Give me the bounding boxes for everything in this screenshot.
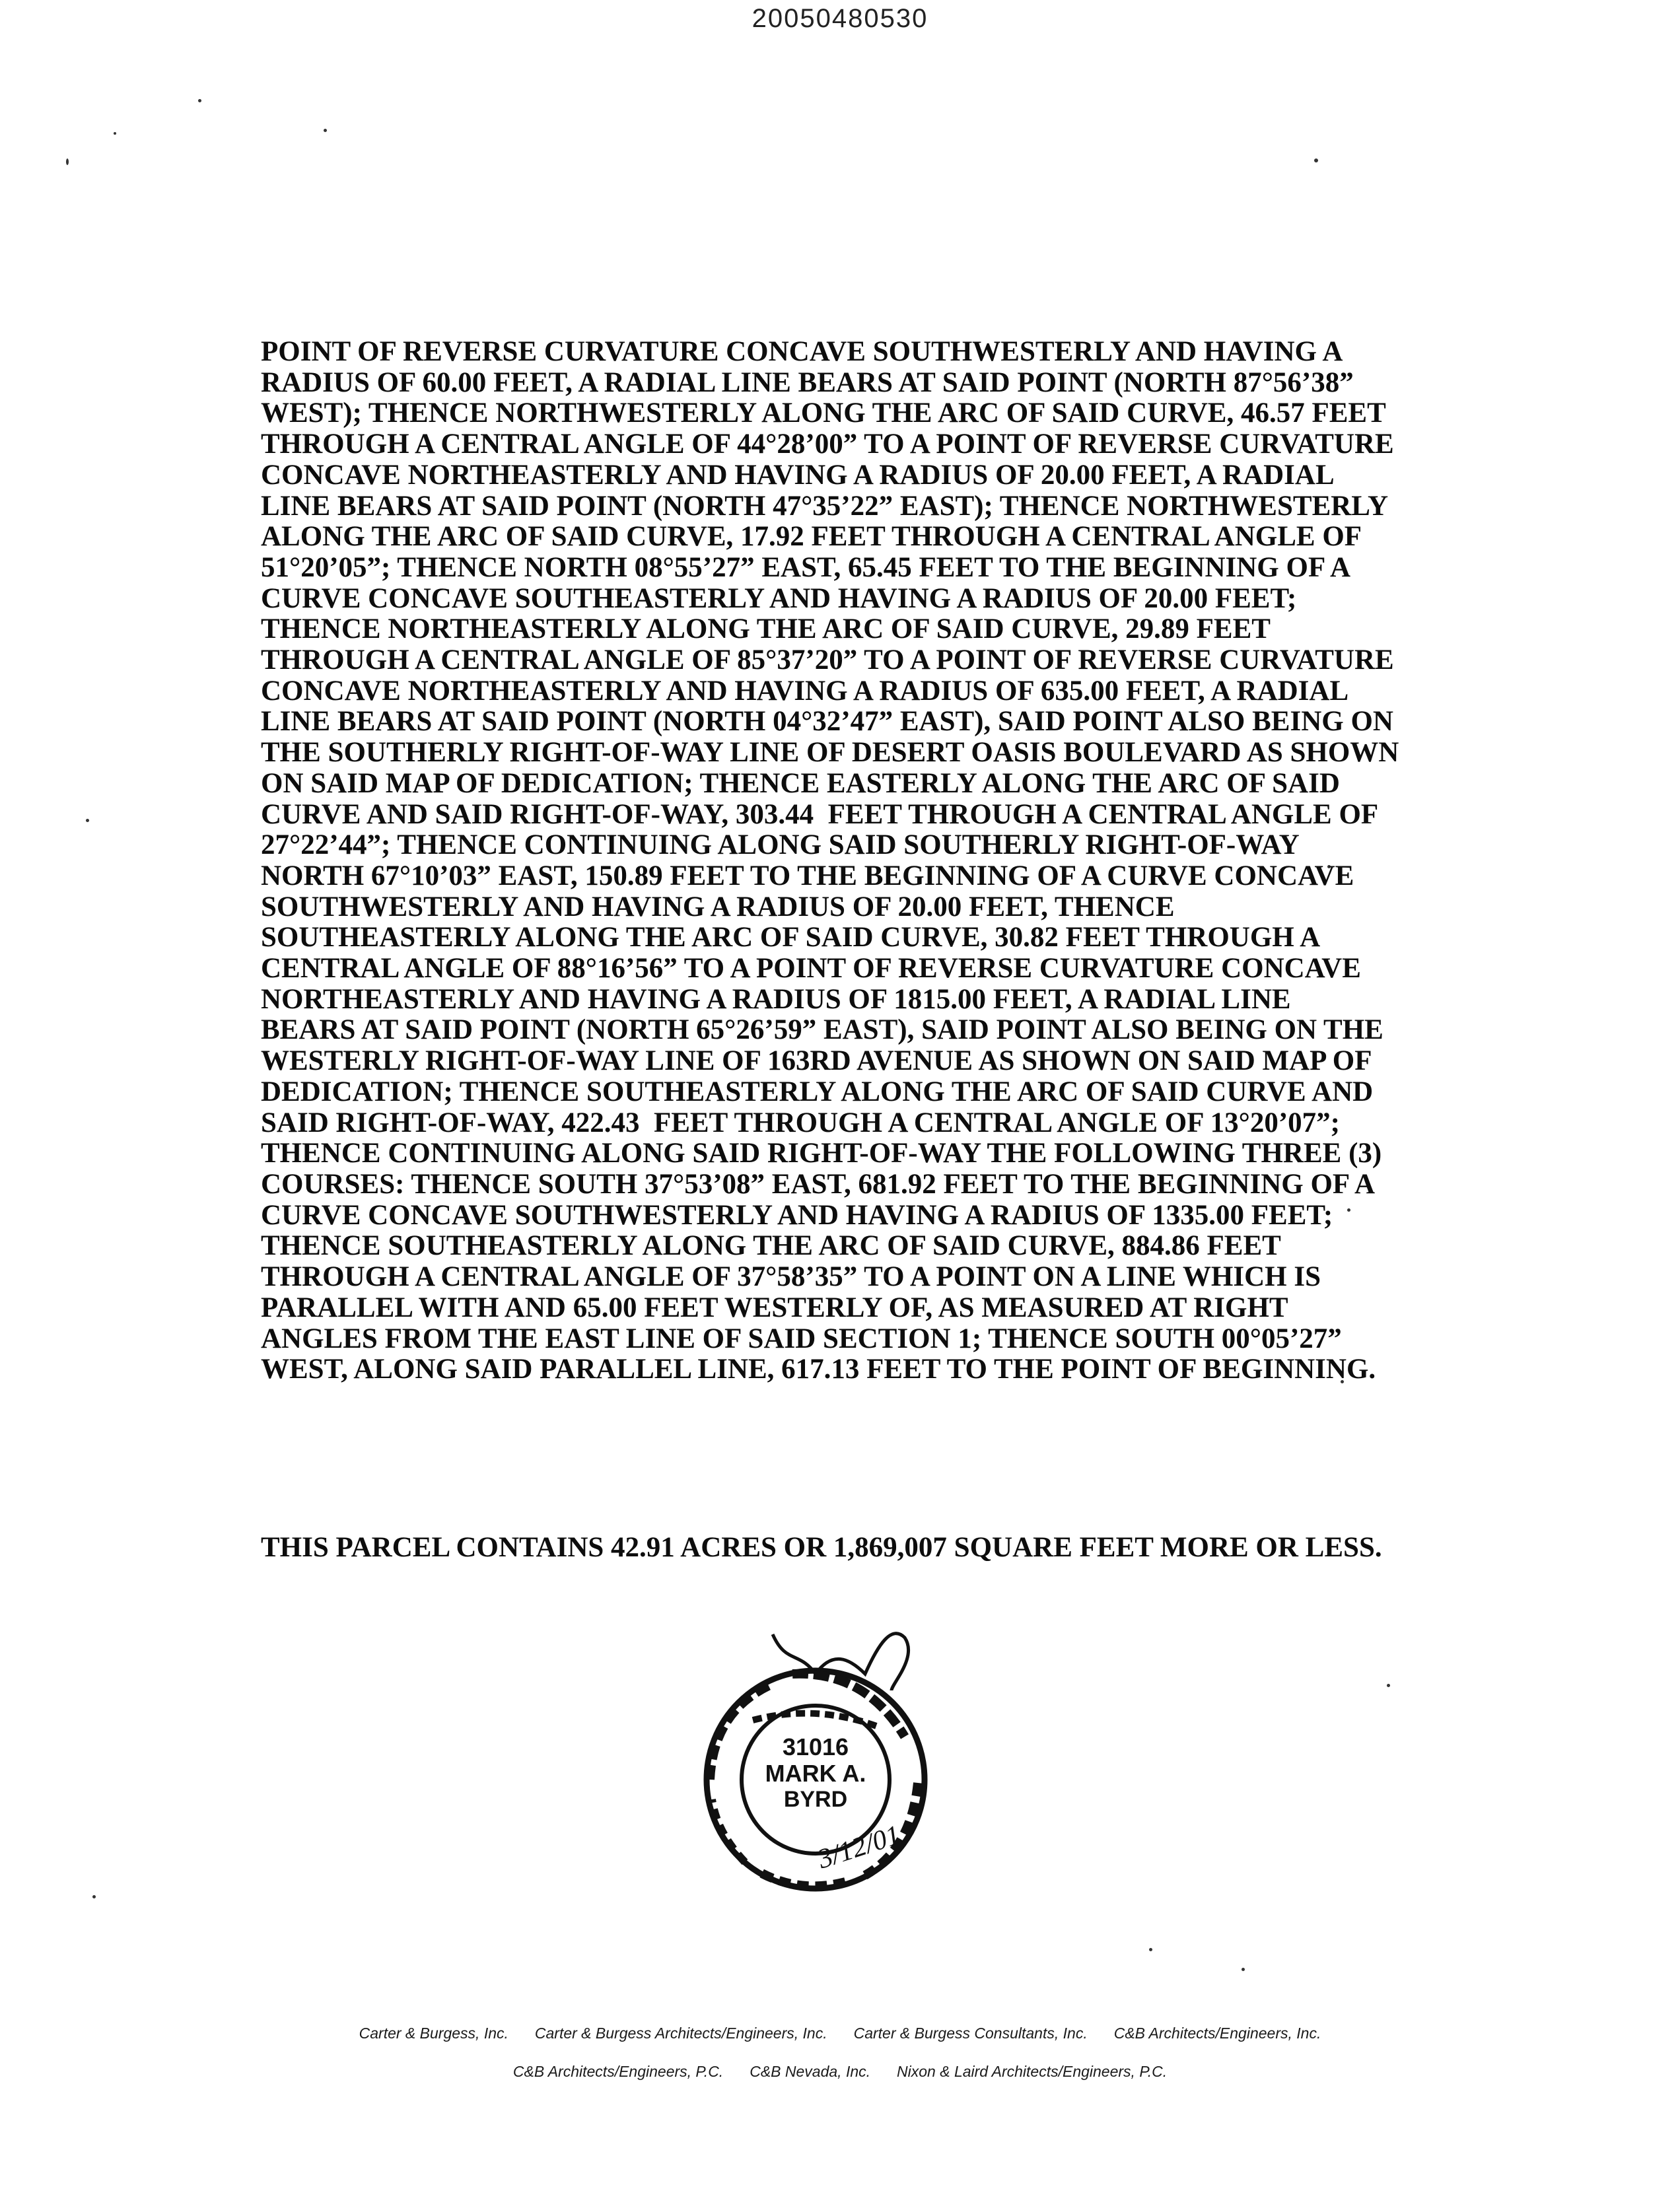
description-line: CURVE CONCAVE SOUTHWESTERLY AND HAVING A RADIUS OF 1335.00 FEET; bbox=[261, 1199, 1333, 1231]
footer-firm: Nixon & Laird Architects/Engineers, P.C. bbox=[897, 2063, 1168, 2080]
parcel-summary: THIS PARCEL CONTAINS 42.91 ACRES OR 1,869,007 SQUARE FEET MORE OR LESS. bbox=[261, 1532, 1382, 1563]
description-line: ALONG THE ARC OF SAID CURVE, 17.92 FEET THROUGH A CENTRAL ANGLE OF bbox=[261, 521, 1362, 553]
description-line: PARALLEL WITH AND 65.00 FEET WESTERLY OF, AS MEASURED AT RIGHT bbox=[261, 1292, 1288, 1323]
scan-speck bbox=[1387, 1684, 1390, 1687]
seal-date: 3/12/01 bbox=[814, 1819, 905, 1875]
description-line: THROUGH A CENTRAL ANGLE OF 37°58’35” TO A POINT ON A LINE WHICH IS bbox=[261, 1261, 1321, 1293]
description-line: COURSES: THENCE SOUTH 37°53’08” EAST, 681.92 FEET TO THE BEGINNING OF A bbox=[261, 1168, 1376, 1200]
document-number: 20050480530 bbox=[752, 4, 928, 33]
scan-speck bbox=[198, 99, 201, 102]
description-line: BEARS AT SAID POINT (NORTH 65°26’59” EAST), SAID POINT ALSO BEING ON THE bbox=[261, 1014, 1383, 1046]
description-line: POINT OF REVERSE CURVATURE CONCAVE SOUTHWESTERLY AND HAVING A bbox=[261, 336, 1343, 367]
description-line: RADIUS OF 60.00 FEET, A RADIAL LINE BEARS AT SAID POINT (NORTH 87°56’38” bbox=[261, 366, 1354, 398]
description-line: LINE BEARS AT SAID POINT (NORTH 47°35’22” EAST); THENCE NORTHWESTERLY bbox=[261, 490, 1389, 522]
description-line: CENTRAL ANGLE OF 88°16’56” TO A POINT OF REVERSE CURVATURE CONCAVE bbox=[261, 953, 1361, 985]
description-line: NORTH 67°10’03” EAST, 150.89 FEET TO THE BEGINNING OF A CURVE CONCAVE bbox=[261, 860, 1354, 891]
description-line: SOUTHWESTERLY AND HAVING A RADIUS OF 20.00 FEET, THENCE bbox=[261, 891, 1175, 922]
description-line: THENCE NORTHEASTERLY ALONG THE ARC OF SAID CURVE, 29.89 FEET bbox=[261, 613, 1271, 645]
description-line: 51°20’05”; THENCE NORTH 08°55’27” EAST, 65.45 FEET TO THE BEGINNING OF A bbox=[261, 551, 1351, 583]
description-line: SAID RIGHT-OF-WAY, 422.43 FEET THROUGH A CENTRAL ANGLE OF 13°20’07”; bbox=[261, 1107, 1340, 1138]
description-line: THE SOUTHERLY RIGHT-OF-WAY LINE OF DESERT OASIS BOULEVARD AS SHOWN bbox=[261, 737, 1399, 769]
description-line: SOUTHEASTERLY ALONG THE ARC OF SAID CURVE, 30.82 FEET THROUGH A bbox=[261, 922, 1321, 954]
scan-speck bbox=[92, 1895, 96, 1898]
seal-name-line-2: BYRD bbox=[783, 1787, 848, 1812]
description-line: LINE BEARS AT SAID POINT (NORTH 04°32’47” EAST), SAID POINT ALSO BEING ON bbox=[261, 706, 1393, 738]
footer-firm: C&B Architects/Engineers, Inc. bbox=[1113, 2025, 1321, 2042]
description-line: NORTHEASTERLY AND HAVING A RADIUS OF 1815.00 FEET, A RADIAL LINE bbox=[261, 983, 1291, 1015]
seal-name-line-1: MARK A. bbox=[765, 1760, 866, 1787]
footer-firms-row-2 bbox=[0, 2063, 1680, 2081]
description-line: THENCE CONTINUING ALONG SAID RIGHT-OF-WAY THE FOLLOWING THREE (3) bbox=[261, 1138, 1382, 1169]
description-line: ON SAID MAP OF DEDICATION; THENCE EASTERLY ALONG THE ARC OF SAID bbox=[261, 767, 1340, 799]
description-line: THROUGH A CENTRAL ANGLE OF 85°37’20” TO A POINT OF REVERSE CURVATURE bbox=[261, 644, 1394, 676]
description-line: THENCE SOUTHEASTERLY ALONG THE ARC OF SAID CURVE, 884.86 FEET bbox=[261, 1230, 1281, 1262]
description-line: 27°22’44”; THENCE CONTINUING ALONG SAID SOUTHERLY RIGHT-OF-WAY bbox=[261, 829, 1300, 861]
scan-speck bbox=[1149, 1948, 1152, 1951]
scan-speck bbox=[114, 132, 116, 135]
scan-speck bbox=[1242, 1968, 1245, 1971]
footer-firm: Carter & Burgess, Inc. bbox=[359, 2025, 508, 2042]
description-line: CURVE CONCAVE SOUTHEASTERLY AND HAVING A RADIUS OF 20.00 FEET; bbox=[261, 582, 1297, 614]
description-line: ANGLES FROM THE EAST LINE OF SAID SECTION 1; THENCE SOUTH 00°05’27” bbox=[261, 1323, 1342, 1354]
legal-description bbox=[261, 336, 1399, 1385]
description-line: DEDICATION; THENCE SOUTHEASTERLY ALONG THE ARC OF SAID CURVE AND bbox=[261, 1076, 1374, 1107]
footer-firm: Carter & Burgess Consultants, Inc. bbox=[853, 2025, 1088, 2042]
description-line: WEST); THENCE NORTHWESTERLY ALONG THE ARC OF SAID CURVE, 46.57 FEET bbox=[261, 398, 1386, 429]
description-line: WEST, ALONG SAID PARALLEL LINE, 617.13 FEET TO THE POINT OF BEGINNING. bbox=[261, 1354, 1376, 1385]
scan-speck bbox=[86, 819, 89, 822]
scan-speck bbox=[1314, 158, 1318, 162]
seal-registration-number: 31016 bbox=[782, 1733, 849, 1760]
surveyor-seal bbox=[674, 1611, 964, 1941]
footer-firm: C&B Architects/Engineers, P.C. bbox=[512, 2063, 724, 2080]
scan-speck bbox=[66, 158, 69, 165]
description-line: CONCAVE NORTHEASTERLY AND HAVING A RADIUS OF 20.00 FEET, A RADIAL bbox=[261, 459, 1335, 491]
description-line: CURVE AND SAID RIGHT-OF-WAY, 303.44 FEET THROUGH A CENTRAL ANGLE OF bbox=[261, 798, 1379, 830]
scan-speck bbox=[324, 129, 327, 132]
footer-firm: Carter & Burgess Architects/Engineers, Inc. bbox=[534, 2025, 827, 2042]
description-line: CONCAVE NORTHEASTERLY AND HAVING A RADIUS OF 635.00 FEET, A RADIAL bbox=[261, 675, 1349, 707]
description-line: WESTERLY RIGHT-OF-WAY LINE OF 163RD AVENUE AS SHOWN ON SAID MAP OF bbox=[261, 1045, 1372, 1077]
footer-firm: C&B Nevada, Inc. bbox=[750, 2063, 871, 2080]
footer-firms-row-1 bbox=[0, 2025, 1680, 2042]
description-line: THROUGH A CENTRAL ANGLE OF 44°28’00” TO A POINT OF REVERSE CURVATURE bbox=[261, 429, 1394, 460]
